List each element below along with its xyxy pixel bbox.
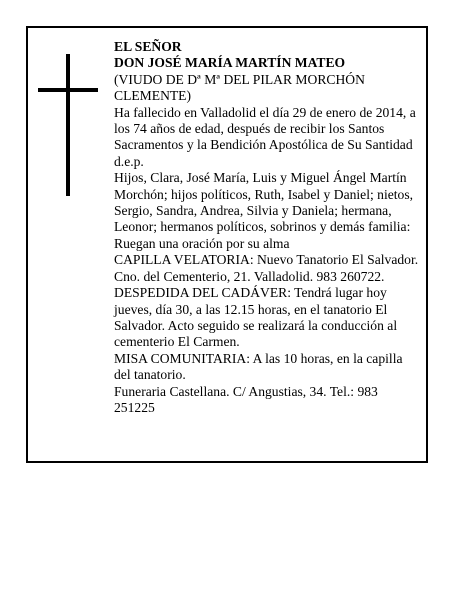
deceased-name: DON JOSÉ MARÍA MARTÍN MATEO bbox=[114, 55, 346, 71]
farewell-paragraph: DESPEDIDA DEL CADÁVER: Tendrá lugar hoy jueves, día 30, a las 12.15 horas, en el tanatorio El Salvador. Acto seguido se realizará la conducción al cementerio El Carmen. bbox=[114, 285, 398, 350]
family-paragraph: Hijos, Clara, José María, Luis y Miguel Ángel Martín Morchón; hijos políticos, Ruth, Isabel y Daniel; nietos, Sergio, Sandra, Andrea, Silvia y Daniela; hermana, Leonor; hermanos políticos, sobrinos y demás familia: bbox=[114, 170, 414, 235]
mass-paragraph: MISA COMUNITARIA: A las 10 horas, en la capilla del tanatorio. bbox=[114, 350, 403, 383]
obituary-text bbox=[114, 39, 422, 416]
title-line-1: EL SEÑOR bbox=[114, 39, 182, 54]
cross-horizontal-bar bbox=[38, 88, 98, 92]
widow-line: (VIUDO DE Dª Mª DEL PILAR MORCHÓN CLEMENTE) bbox=[114, 71, 365, 104]
prayer-line: Ruegan una oración por su alma bbox=[114, 235, 290, 251]
chapel-paragraph: CAPILLA VELATORIA: Nuevo Tanatorio El Salvador. Cno. del Cementerio, 21. Valladolid. 983 260722. bbox=[114, 252, 419, 284]
funeral-home-paragraph: Funeraria Castellana. C/ Angustias, 34. Tel.: 983 251225 bbox=[114, 383, 378, 415]
latin-cross-icon bbox=[38, 54, 98, 196]
cross-vertical-bar bbox=[66, 54, 70, 196]
death-paragraph: Ha fallecido en Valladolid el día 29 de enero de 2014, a los 74 años de edad, después de recibir los Santos Sacramentos y la Bendición Apostólica de Su Santidad d.e.p. bbox=[114, 104, 416, 169]
